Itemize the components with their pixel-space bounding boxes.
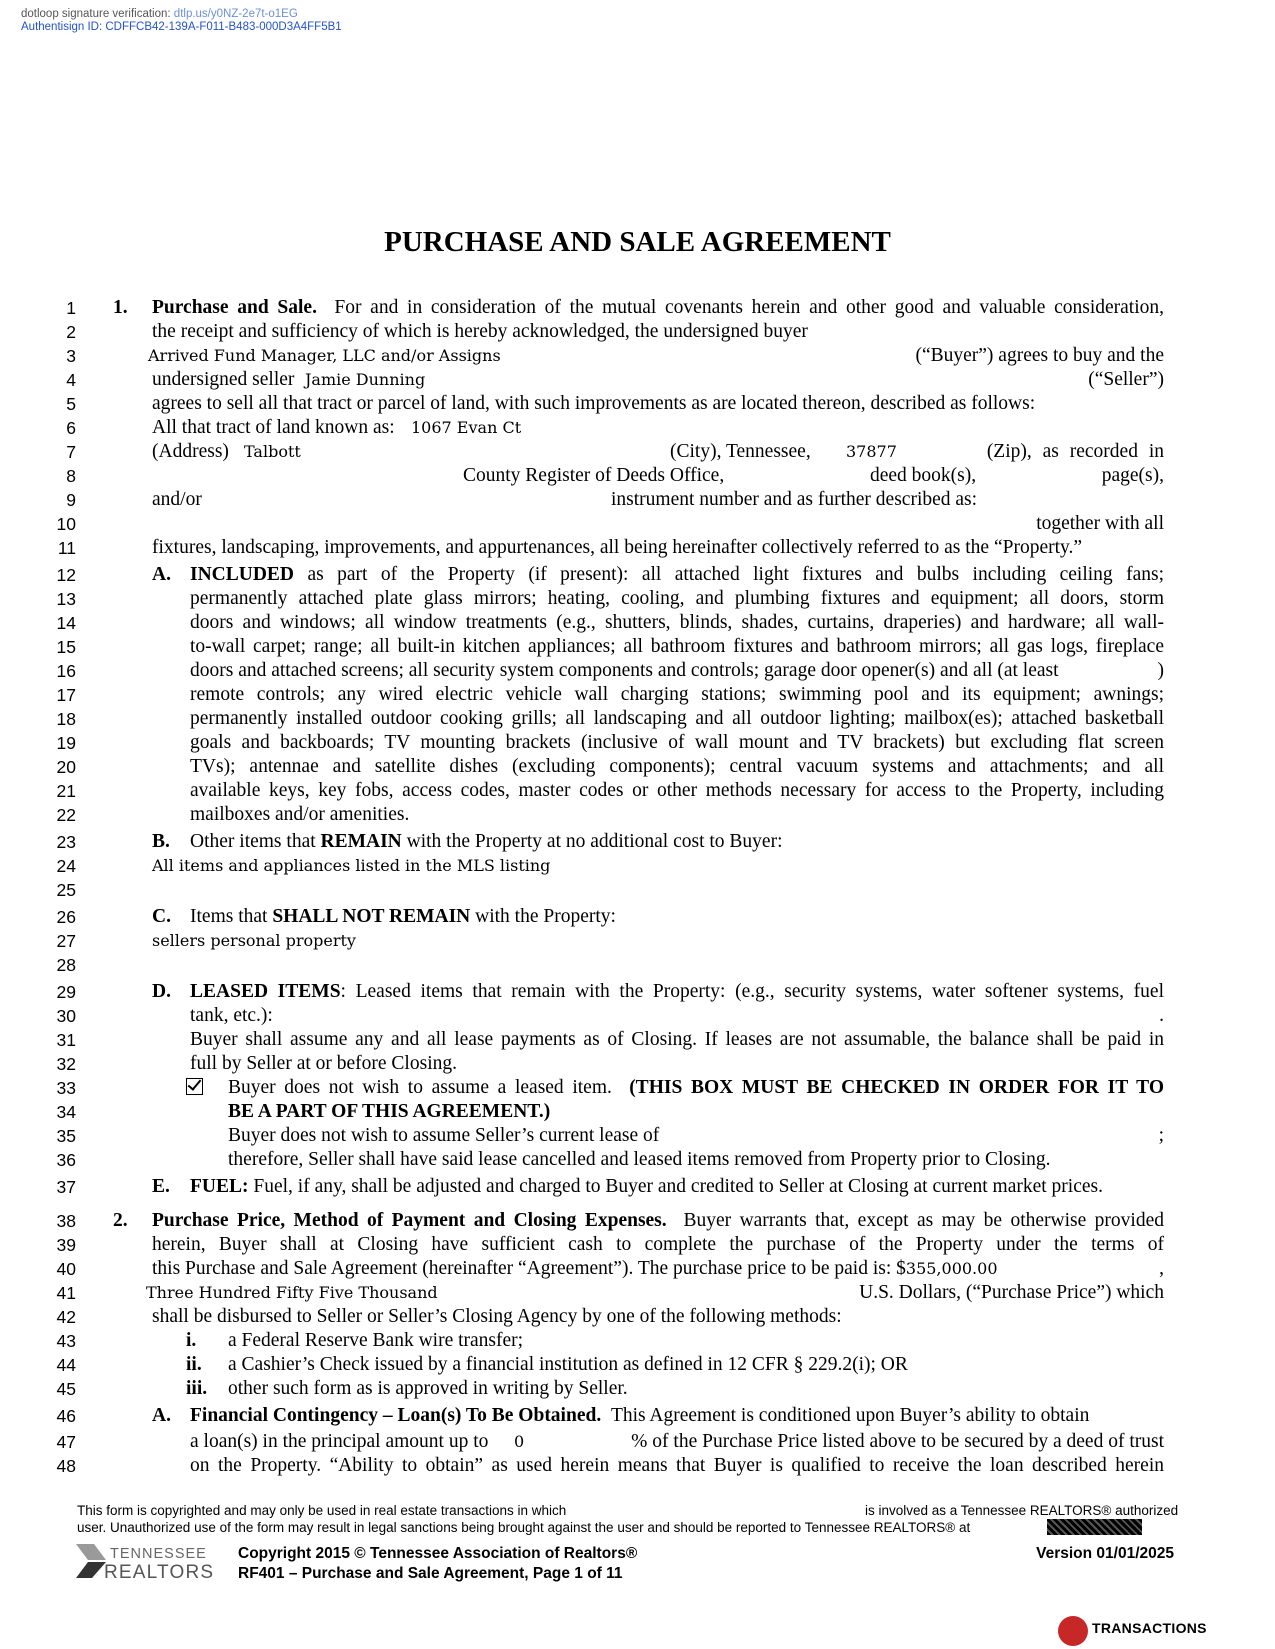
subsection-marker: A. [152,1405,171,1426]
line-text [152,1257,998,1281]
line-text [190,1175,1164,1199]
line [0,878,1275,902]
line-number: 29 [56,982,76,1002]
subsection-heading: LEASED ITEMS [190,981,341,1002]
line-number: 41 [56,1283,76,1303]
line [0,755,1275,779]
line-number: 42 [56,1307,76,1327]
line [0,635,1275,659]
line-text: , [1159,1258,1164,1279]
line-number: 8 [66,466,76,486]
line [0,731,1275,755]
text: Fuel, if any, shall be adjusted and charged to Buyer and credited to Seller at Closing at current market prices. [253,1176,1103,1197]
signature-verification [21,8,342,34]
line-number: 44 [56,1355,76,1375]
line-number: 33 [56,1078,76,1098]
line-text: County Register of Deeds Office, [463,465,725,486]
line-number: 10 [56,514,76,534]
line-number: 9 [66,490,76,510]
line [0,953,1275,977]
line-text: remote controls; any wired electric vehicle wall charging stations; swimming pool and its equipment; awnings; [190,684,1164,705]
line-text: permanently installed outdoor cooking grills; all landscaping and all outdoor lighting; mailbox(es); attached basketball [190,708,1164,729]
line-text: TVs); antennae and satellite dishes (excluding components); central vacuum systems and attachments; and all [190,756,1164,777]
line-text: (“Seller”) [1088,369,1164,390]
line [0,1377,1275,1401]
line-text: a Cashier’s Check issued by a financial institution as defined in 12 CFR § 229.2(i); OR [228,1354,908,1375]
emphasis: (THIS BOX MUST BE CHECKED IN ORDER FOR IT TO [629,1077,1164,1098]
subsection-marker: D. [152,981,171,1002]
line-number: 40 [56,1259,76,1279]
line-number: 19 [56,733,76,753]
line [0,320,1275,344]
line-text: deed book(s), [870,465,977,486]
footer-text: is involved as a Tennessee REALTORS® authorized [865,1503,1179,1518]
subsection-heading: INCLUDED [190,564,295,585]
remaining-items-field[interactable]: All items and appliances listed in the MLS listing [152,856,551,875]
line [0,1004,1275,1028]
line [0,980,1275,1004]
transactions-icon [1058,1616,1088,1646]
line-text: page(s), [1101,465,1164,486]
line-number: 26 [56,907,76,927]
line-text: together with all [1036,513,1164,534]
line-number: 13 [56,589,76,609]
line [0,368,1275,392]
text: Items that [190,906,268,927]
line [0,1028,1275,1052]
line [0,611,1275,635]
line-text: and/or [152,489,202,510]
line-text: All that tract of land known as: [152,417,395,438]
subsection-marker: C. [152,906,171,927]
line-number: 32 [56,1054,76,1074]
line-number: 2 [66,322,76,342]
line [0,683,1275,707]
line-text: instrument number and as further described as: [611,489,978,510]
version-label: Version 01/01/2025 [1036,1545,1174,1562]
line [0,440,1275,464]
line-text [228,1100,1164,1124]
line-text: doors and attached screens; all security system components and controls; garage door opener(s) and all (at least [190,660,1059,681]
line [0,1305,1275,1329]
line-text: (City), Tennessee, [670,441,811,462]
line-text [190,563,1164,587]
line-number: 34 [56,1102,76,1122]
line [0,464,1275,488]
line-text: Buyer shall assume any and all lease payments as of Closing. If leases are not assumable, the balance shall be paid in [190,1029,1164,1050]
line-text: ; [1158,1125,1164,1146]
footer-text: This form is copyrighted and may only be used in real estate transactions in which [77,1503,567,1518]
line-number: 15 [56,637,76,657]
line-text [152,1209,1164,1233]
line [0,392,1275,416]
loan-percent-field[interactable]: 0 [514,1432,525,1451]
line-number: 30 [56,1006,76,1026]
line-number: 18 [56,709,76,729]
line [0,536,1275,560]
text: with the Property: [475,906,616,927]
line-text [190,905,1164,929]
transactions-text: TRANSACTIONS [1092,1620,1207,1636]
line [0,1329,1275,1353]
line-text: % of the Purchase Price listed above to be secured by a deed of trust [631,1431,1164,1452]
line [0,512,1275,536]
line [0,1233,1275,1257]
line-text: a Federal Reserve Bank wire transfer; [228,1330,524,1351]
section-heading: Purchase Price, Method of Payment and Closing Expenses. [152,1210,667,1231]
line-text: (Address) [152,441,229,462]
line-number: 21 [56,781,76,801]
line-number: 6 [66,418,76,438]
text: with the Property at no additional cost to Buyer: [406,831,783,852]
line-text [190,1404,1164,1428]
buyer-name-field[interactable]: Arrived Fund Manager, LLC and/or Assigns [148,346,501,365]
line-text [190,830,1164,854]
line [0,1209,1275,1233]
text: For and in consideration of the mutual covenants herein and other good and valuable consideration, [334,297,1164,318]
line-text: shall be disbursed to Seller or Seller’s Closing Agency by one of the following methods: [152,1306,842,1327]
zip-field[interactable]: 37877 [846,442,897,461]
redacted-contact [1047,1519,1142,1535]
line-number: 17 [56,685,76,705]
line-text: (“Buyer”) agrees to buy and the [915,345,1164,366]
subsection-marker: B. [152,831,170,852]
line [0,1281,1275,1305]
line-number: 25 [56,880,76,900]
line-number: 1 [66,298,76,318]
line-text: to-wall carpet; range; all built-in kitchen appliances; all bathroom fixtures and bathroom mirrors; all gas logs, fireplace [190,636,1164,657]
roman-marker: i. [186,1330,197,1351]
subsection-heading: Financial Contingency – Loan(s) To Be Obtained. [190,1405,602,1426]
line-text: herein, Buyer shall at Closing have sufficient cash to complete the purchase of the Property under the terms of [152,1234,1164,1255]
line-text: . [1159,1005,1164,1026]
line-text: full by Seller at or before Closing. [190,1053,457,1074]
line-text: U.S. Dollars, (“Purchase Price”) which [859,1282,1164,1303]
line-number: 28 [56,955,76,975]
form-id: RF401 – Purchase and Sale Agreement, Page 1 of 11 [238,1565,623,1582]
subsection-heading: FUEL: [190,1176,249,1197]
roman-marker: ii. [186,1354,202,1375]
subsection-marker: A. [152,564,171,585]
line-text: tank, etc.): [190,1005,273,1026]
line [0,587,1275,611]
text: Buyer warrants that, except as may be otherwise provided [683,1210,1164,1231]
line [0,1454,1275,1478]
line-text: ) [1157,660,1164,681]
line [0,1148,1275,1172]
line-text [228,1076,1164,1100]
line-text: doors and windows; all window treatments (e.g., shutters, blinds, shades, curtains, draperies) and hardware; all wall- [190,612,1164,633]
line [0,1353,1275,1377]
line [0,854,1275,878]
logo-text: TENNESSEE [110,1546,207,1562]
line [0,416,1275,440]
line-text: fixtures, landscaping, improvements, and appurtenances, all being hereinafter collectively referred to as the “Property.” [152,537,1083,558]
leased-item-checkbox[interactable] [186,1078,203,1095]
line [0,563,1275,587]
line [0,1124,1275,1148]
line-number: 38 [56,1211,76,1231]
section-marker: 1. [113,297,128,318]
tennessee-realtors-logo [76,1544,214,1590]
line [0,344,1275,368]
verification-link[interactable]: dtlp.us/y0NZ-2e7t-o1EG [173,8,298,20]
line-text: available keys, key fobs, access codes, master codes or other methods necessary for access to the Property, including [190,780,1164,801]
realtors-chevron-icon [76,1544,106,1588]
authentisign-id: Authentisign ID: CDFFCB42-139A-F011-B483-000D3A4FF5B1 [21,21,342,33]
verification-line [21,8,342,21]
line-number: 45 [56,1379,76,1399]
line-number: 31 [56,1030,76,1050]
line-number: 12 [56,565,76,585]
logo-text: REALTORS [104,1562,215,1583]
line [0,488,1275,512]
line-number: 22 [56,805,76,825]
address-field[interactable]: 1067 Evan Ct [411,418,522,437]
line-number: 46 [56,1406,76,1426]
page-title: PURCHASE AND SALE AGREEMENT [384,226,891,258]
verification-label: dotloop signature verification: [21,8,171,20]
line [0,1404,1275,1428]
line-text: the receipt and sufficiency of which is hereby acknowledged, the undersigned buyer [152,321,808,342]
line-text: on the Property. “Ability to obtain” as used herein means that Buyer is qualified to receive the loan described herein [190,1455,1164,1476]
transactions-logo [1058,1616,1228,1649]
line-number: 3 [66,346,76,366]
line [0,659,1275,683]
line-number: 14 [56,613,76,633]
line-number: 35 [56,1126,76,1146]
line [0,779,1275,803]
city-field[interactable]: Talbott [244,442,301,461]
line-text: agrees to sell all that tract or parcel of land, with such improvements as are located thereon, described as follows: [152,393,1036,414]
text: as part of the Property (if present): all attached light fixtures and bulbs including ceiling fans; [307,564,1165,585]
section-marker: 2. [113,1210,128,1231]
line-number: 5 [66,394,76,414]
price-in-words-field[interactable]: Three Hundred Fifty Five Thousand [146,1283,438,1302]
line [0,1076,1275,1100]
line [0,1257,1275,1281]
copyright-block [238,1544,637,1584]
line-number: 20 [56,757,76,777]
line [0,1052,1275,1076]
text: : Leased items that remain with the Property: (e.g., security systems, water softener systems, fuel [340,981,1164,1002]
line-text: a loan(s) in the principal amount up to [190,1431,489,1452]
line [0,1430,1275,1454]
line-text: mailboxes and/or amenities. [190,804,410,825]
section-heading: Purchase and Sale. [152,297,317,318]
emphasis: SHALL NOT REMAIN [272,906,471,927]
line-text: permanently attached plate glass mirrors; heating, cooling, and plumbing fixtures and equipment; all doors, storm [190,588,1164,609]
line-text [190,980,1164,1004]
line-number: 27 [56,931,76,951]
seller-name-field[interactable]: Jamie Dunning [305,370,426,389]
copyright-text: Copyright 2015 © Tennessee Association of Realtors® [238,1545,638,1562]
emphasis: REMAIN [320,831,402,852]
line [0,929,1275,953]
line-text: other such form as is approved in writing by Seller. [228,1378,628,1399]
line-text: goals and backboards; TV mounting brackets (inclusive of wall mount and TV brackets) but excluding flat screen [190,732,1164,753]
line [0,830,1275,854]
footer-text: user. Unauthorized use of the form may result in legal sanctions being brought against the user and should be reported to Tennessee REALTORS® at [77,1520,971,1535]
line-number: 39 [56,1235,76,1255]
text: this Purchase and Sale Agreement (hereinafter “Agreement”). The purchase price to be paid is: $ [152,1258,906,1279]
line [0,1175,1275,1199]
line-text: (Zip), as recorded in [986,441,1164,462]
line-number: 23 [56,832,76,852]
line [0,803,1275,827]
text: This Agreement is conditioned upon Buyer’s ability to obtain [610,1405,1090,1426]
line [0,296,1275,320]
line-number: 37 [56,1177,76,1197]
line-number: 36 [56,1150,76,1170]
line [0,707,1275,731]
purchase-price-field[interactable]: 355,000.00 [905,1259,998,1278]
line-text [152,296,1164,320]
line-text: therefore, Seller shall have said lease cancelled and leased items removed from Property prior to Closing. [228,1149,1051,1170]
excluded-items-field[interactable]: sellers personal property [152,931,356,950]
line-number: 4 [66,370,76,390]
line-number: 43 [56,1331,76,1351]
text: Other items that [190,831,316,852]
line-text: Buyer does not wish to assume Seller’s current lease of [228,1125,660,1146]
line-number: 7 [66,442,76,462]
line-text: undersigned seller [152,369,295,390]
line-number: 48 [56,1456,76,1476]
line-number: 47 [56,1432,76,1452]
roman-marker: iii. [186,1378,208,1399]
line-number: 16 [56,661,76,681]
subsection-marker: E. [152,1176,170,1197]
text: Buyer does not wish to assume a leased item. [228,1077,612,1098]
line [0,1100,1275,1124]
line-number: 11 [57,538,76,558]
line [0,905,1275,929]
line-number: 24 [56,856,76,876]
emphasis: BE A PART OF THIS AGREEMENT.) [228,1101,551,1122]
